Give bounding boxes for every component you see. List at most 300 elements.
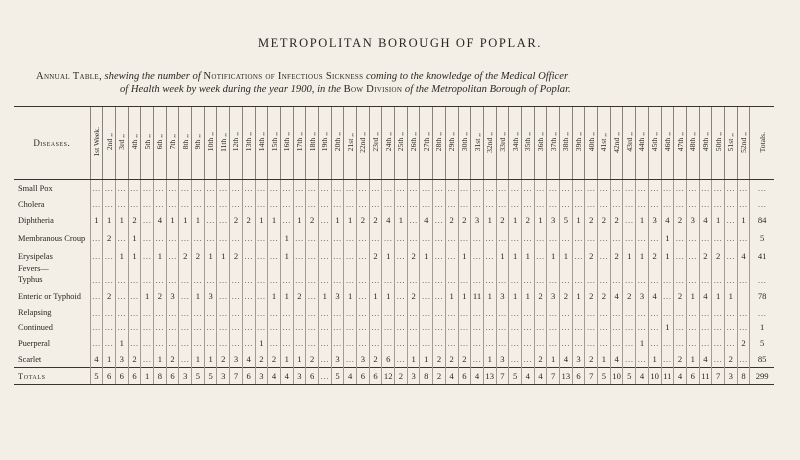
- caption-division: Bow Division: [343, 84, 403, 95]
- week-value: 2: [598, 286, 611, 306]
- week-value: …: [90, 228, 103, 248]
- week-value: …: [661, 351, 674, 368]
- week-value: …: [433, 319, 446, 335]
- week-value: …: [650, 307, 660, 318]
- week-value: …: [447, 274, 457, 285]
- week-value: 1: [547, 351, 560, 368]
- week-value: …: [115, 286, 128, 306]
- week-label: 50th ,,: [713, 132, 723, 152]
- week-value: …: [509, 196, 522, 212]
- week-value: …: [115, 180, 128, 197]
- week-value: …: [420, 286, 433, 306]
- week-value: …: [320, 307, 330, 318]
- week-value: …: [231, 274, 241, 285]
- week-value: …: [179, 286, 192, 306]
- week-value: …: [167, 274, 178, 285]
- week-label: 16th ,,: [282, 132, 292, 152]
- week-value: …: [560, 335, 573, 351]
- week-value: …: [230, 228, 243, 248]
- row-total: …: [750, 306, 774, 319]
- week-value: 1: [560, 248, 573, 264]
- week-value: …: [344, 351, 357, 368]
- week-value: …: [282, 274, 292, 285]
- header-week-28: [433, 107, 446, 180]
- week-value: 1: [154, 248, 167, 264]
- week-value: 4: [737, 248, 750, 264]
- week-value: 1: [154, 351, 167, 368]
- week-value: …: [306, 248, 319, 264]
- week-value: …: [471, 180, 484, 197]
- totals-label: Totals.: [757, 131, 767, 153]
- week-value: 7: [712, 368, 725, 385]
- week-value: …: [686, 335, 699, 351]
- week-value: 6: [306, 368, 319, 385]
- week-value: …: [699, 180, 712, 197]
- week-value: …: [726, 307, 736, 318]
- week-value: [128, 264, 141, 273]
- week-value: …: [598, 196, 611, 212]
- week-value: 1: [204, 351, 217, 368]
- header-week-20: [331, 107, 344, 180]
- week-value: 6: [686, 368, 699, 385]
- week-value: …: [370, 274, 381, 285]
- week-value: …: [585, 180, 598, 197]
- week-value: …: [483, 228, 496, 248]
- week-value: …: [547, 228, 560, 248]
- week-value: …: [306, 335, 319, 351]
- week-label: 12th ,,: [231, 132, 241, 152]
- week-value: 1: [572, 286, 585, 306]
- row-total: 5: [750, 335, 774, 351]
- week-value: [521, 264, 534, 273]
- week-value: 3: [331, 286, 344, 306]
- header-week-9: [192, 107, 205, 180]
- week-value: …: [724, 212, 737, 228]
- week-value: 5: [204, 368, 217, 385]
- week-value: …: [509, 335, 522, 351]
- week-value: …: [331, 196, 344, 212]
- week-value: [686, 264, 699, 273]
- week-value: 1: [661, 248, 674, 264]
- week-value: 2: [230, 248, 243, 264]
- week-value: 1: [192, 286, 205, 306]
- row-total: 299: [750, 368, 774, 385]
- table-row: [14, 286, 774, 306]
- week-value: [699, 264, 712, 273]
- week-value: 1: [280, 248, 293, 264]
- header-week-52: [737, 107, 750, 180]
- week-value: [90, 264, 103, 273]
- week-value: …: [369, 319, 382, 335]
- week-value: …: [585, 196, 598, 212]
- week-value: …: [535, 307, 546, 318]
- week-value: …: [306, 319, 319, 335]
- week-value: …: [433, 286, 446, 306]
- week-value: 3: [471, 212, 484, 228]
- week-label: 7th ,,: [168, 134, 178, 150]
- week-value: 2: [534, 351, 547, 368]
- week-value: 13: [483, 368, 496, 385]
- week-value: [636, 264, 649, 273]
- week-value: 1: [255, 212, 268, 228]
- week-value: 5: [623, 368, 636, 385]
- week-value: …: [293, 335, 306, 351]
- week-value: [572, 264, 585, 273]
- week-value: …: [485, 274, 495, 285]
- week-value: 1: [331, 212, 344, 228]
- week-value: …: [521, 196, 534, 212]
- week-value: 4: [420, 212, 433, 228]
- week-value: 8: [420, 368, 433, 385]
- week-value: [534, 264, 547, 273]
- week-value: 2: [166, 351, 179, 368]
- week-value: …: [572, 180, 585, 197]
- week-value: 3: [331, 351, 344, 368]
- week-value: 2: [598, 212, 611, 228]
- week-value: …: [623, 335, 636, 351]
- week-value: …: [496, 335, 509, 351]
- week-value: …: [534, 180, 547, 197]
- week-value: …: [458, 335, 471, 351]
- caption-part2: coming to the knowledge of the Medical Officer: [363, 71, 569, 82]
- week-value: …: [204, 196, 217, 212]
- table-row: [14, 368, 774, 385]
- week-label: 30th ,,: [459, 132, 469, 152]
- week-value: …: [598, 335, 611, 351]
- week-value: …: [141, 180, 154, 197]
- week-value: …: [420, 196, 433, 212]
- week-value: …: [472, 307, 482, 318]
- week-label: 47th ,,: [675, 132, 685, 152]
- week-value: …: [445, 228, 458, 248]
- week-value: …: [357, 319, 370, 335]
- week-value: …: [129, 307, 140, 318]
- week-value: 3: [407, 368, 420, 385]
- week-value: …: [420, 319, 433, 335]
- week-value: …: [724, 248, 737, 264]
- week-value: 2: [623, 286, 636, 306]
- week-value: …: [561, 274, 571, 285]
- week-value: …: [242, 335, 255, 351]
- week-value: …: [166, 180, 179, 197]
- week-value: …: [307, 307, 317, 318]
- week-value: [217, 264, 230, 273]
- header-week-22: [357, 107, 370, 180]
- week-label: 4th ,,: [129, 134, 139, 150]
- week-value: 1: [318, 286, 331, 306]
- week-value: 7: [585, 368, 598, 385]
- week-value: …: [471, 228, 484, 248]
- week-value: [445, 264, 458, 273]
- week-value: …: [230, 286, 243, 306]
- header-week-44: [636, 107, 649, 180]
- week-value: …: [523, 307, 533, 318]
- week-value: …: [521, 180, 534, 197]
- week-value: …: [599, 274, 609, 285]
- week-value: 1: [483, 212, 496, 228]
- week-value: …: [661, 335, 674, 351]
- week-value: …: [471, 319, 484, 335]
- week-value: …: [382, 319, 395, 335]
- week-value: …: [293, 228, 306, 248]
- header-week-19: [318, 107, 331, 180]
- week-value: …: [433, 228, 446, 248]
- week-value: 5: [509, 368, 522, 385]
- week-value: …: [318, 180, 331, 197]
- week-value: 4: [610, 351, 623, 368]
- week-value: …: [483, 196, 496, 212]
- week-value: …: [534, 248, 547, 264]
- week-label: 42nd ,,: [612, 131, 622, 153]
- week-value: …: [458, 180, 471, 197]
- week-value: [306, 264, 319, 273]
- week-label: 1st Week.: [91, 127, 101, 157]
- week-value: …: [485, 307, 495, 318]
- week-value: …: [179, 335, 192, 351]
- week-value: …: [674, 335, 687, 351]
- disease-name: Cholera: [18, 199, 45, 209]
- week-value: …: [497, 307, 507, 318]
- week-value: 11: [699, 368, 712, 385]
- week-value: 6: [128, 368, 141, 385]
- week-value: 1: [395, 212, 408, 228]
- week-value: …: [496, 180, 509, 197]
- week-value: 3: [255, 368, 268, 385]
- week-value: [331, 264, 344, 273]
- week-value: …: [217, 335, 230, 351]
- week-value: …: [294, 274, 304, 285]
- week-value: 2: [369, 212, 382, 228]
- week-value: …: [585, 228, 598, 248]
- week-value: 2: [179, 248, 192, 264]
- week-value: …: [141, 351, 154, 368]
- week-value: 3: [648, 212, 661, 228]
- week-value: [407, 264, 420, 273]
- week-value: …: [420, 335, 433, 351]
- week-value: …: [306, 196, 319, 212]
- week-value: 2: [154, 286, 167, 306]
- week-label: 29th ,,: [447, 132, 457, 152]
- week-value: …: [713, 274, 723, 285]
- week-label: 34th ,,: [510, 132, 520, 152]
- week-value: 3: [686, 212, 699, 228]
- week-value: …: [155, 274, 165, 285]
- week-value: 4: [154, 212, 167, 228]
- week-value: …: [103, 180, 116, 197]
- week-value: …: [331, 319, 344, 335]
- week-label: 21st ,,: [345, 132, 355, 152]
- week-value: …: [421, 274, 431, 285]
- week-value: …: [623, 212, 636, 228]
- week-value: 2: [585, 248, 598, 264]
- table-row: [14, 319, 774, 335]
- table-caption: [36, 70, 766, 96]
- week-value: 2: [648, 248, 661, 264]
- week-value: …: [407, 196, 420, 212]
- week-value: …: [179, 228, 192, 248]
- week-value: …: [636, 228, 649, 248]
- week-value: …: [560, 228, 573, 248]
- header-week-31: [471, 107, 484, 180]
- week-value: …: [737, 351, 750, 368]
- week-value: …: [409, 307, 419, 318]
- week-value: …: [661, 286, 674, 306]
- week-value: 1: [103, 351, 116, 368]
- row-total: …: [750, 273, 774, 286]
- week-value: 3: [166, 286, 179, 306]
- week-value: 4: [268, 368, 281, 385]
- week-label: 46th ,,: [662, 132, 672, 152]
- week-value: …: [204, 180, 217, 197]
- week-value: …: [650, 274, 660, 285]
- week-value: 2: [433, 368, 446, 385]
- week-value: …: [598, 228, 611, 248]
- week-label: 22nd ,,: [358, 131, 368, 153]
- week-value: …: [206, 307, 216, 318]
- week-value: …: [280, 212, 293, 228]
- week-value: …: [534, 196, 547, 212]
- disease-name: Diphtheria: [18, 215, 54, 225]
- week-value: …: [509, 319, 522, 335]
- week-value: [268, 264, 281, 273]
- week-value: …: [496, 319, 509, 335]
- week-value: …: [242, 196, 255, 212]
- week-value: 1: [204, 248, 217, 264]
- week-value: …: [269, 274, 279, 285]
- header-week-16: [280, 107, 293, 180]
- week-value: …: [358, 274, 368, 285]
- week-value: …: [218, 274, 228, 285]
- week-value: …: [636, 196, 649, 212]
- week-value: …: [193, 274, 203, 285]
- week-value: …: [154, 335, 167, 351]
- week-value: …: [572, 248, 585, 264]
- week-value: …: [344, 228, 357, 248]
- week-label: 15th ,,: [269, 132, 279, 152]
- week-value: …: [395, 319, 408, 335]
- week-value: …: [738, 274, 749, 285]
- week-value: [280, 264, 293, 273]
- week-value: …: [396, 274, 406, 285]
- week-value: [179, 264, 192, 273]
- week-value: 2: [306, 351, 319, 368]
- week-value: …: [686, 180, 699, 197]
- week-value: …: [623, 351, 636, 368]
- week-value: …: [662, 274, 672, 285]
- week-value: 2: [560, 286, 573, 306]
- week-value: …: [610, 335, 623, 351]
- week-value: …: [344, 248, 357, 264]
- week-value: 2: [255, 351, 268, 368]
- week-value: 1: [572, 212, 585, 228]
- week-value: …: [674, 196, 687, 212]
- week-value: 1: [369, 286, 382, 306]
- row-total: [750, 264, 774, 273]
- week-value: …: [268, 228, 281, 248]
- week-value: 11: [661, 368, 674, 385]
- week-value: …: [459, 307, 469, 318]
- week-value: …: [547, 319, 560, 335]
- week-value: …: [648, 335, 661, 351]
- week-value: …: [166, 319, 179, 335]
- week-value: 6: [103, 368, 116, 385]
- week-value: …: [686, 196, 699, 212]
- week-label: 3rd ,,: [117, 134, 127, 150]
- week-value: …: [91, 307, 101, 318]
- week-value: 1: [661, 228, 674, 248]
- table-row: [14, 273, 774, 286]
- week-value: 2: [585, 286, 598, 306]
- week-value: [230, 264, 243, 273]
- week-value: 3: [547, 286, 560, 306]
- header-week-11: [217, 107, 230, 180]
- week-value: …: [179, 351, 192, 368]
- week-value: …: [686, 319, 699, 335]
- week-value: 2: [293, 286, 306, 306]
- week-value: …: [115, 228, 128, 248]
- week-value: 2: [230, 212, 243, 228]
- week-value: 12: [382, 368, 395, 385]
- week-value: …: [331, 248, 344, 264]
- header-row: [14, 107, 774, 180]
- week-value: …: [217, 212, 230, 228]
- header-week-39: [572, 107, 585, 180]
- week-value: [674, 264, 687, 273]
- week-value: …: [712, 335, 725, 351]
- week-value: 6: [369, 368, 382, 385]
- week-value: …: [204, 228, 217, 248]
- disease-name: Typhus: [18, 275, 43, 284]
- header-week-46: [661, 107, 674, 180]
- week-value: 1: [166, 212, 179, 228]
- week-value: 6: [115, 368, 128, 385]
- header-diseases: Diseases.: [14, 107, 90, 180]
- week-value: 2: [369, 248, 382, 264]
- week-value: 1: [686, 351, 699, 368]
- week-value: 2: [534, 286, 547, 306]
- week-value: …: [483, 335, 496, 351]
- week-value: …: [90, 196, 103, 212]
- week-value: 2: [268, 351, 281, 368]
- week-value: …: [724, 228, 737, 248]
- week-value: …: [90, 286, 103, 306]
- week-value: 6: [357, 368, 370, 385]
- week-value: [661, 264, 674, 273]
- week-label: 26th ,,: [409, 132, 419, 152]
- week-value: …: [688, 274, 698, 285]
- week-value: 2: [521, 212, 534, 228]
- week-label: 8th ,,: [180, 134, 190, 150]
- week-value: …: [307, 274, 317, 285]
- week-value: …: [598, 248, 611, 264]
- week-value: …: [458, 196, 471, 212]
- week-value: …: [636, 319, 649, 335]
- week-value: …: [699, 228, 712, 248]
- week-value: …: [612, 274, 622, 285]
- week-value: 4: [610, 286, 623, 306]
- disease-name: Totals: [14, 368, 90, 385]
- header-week-18: [306, 107, 319, 180]
- week-value: …: [166, 228, 179, 248]
- week-label: 28th ,,: [434, 132, 444, 152]
- disease-name: Enteric or Typhoid: [18, 291, 81, 301]
- week-value: …: [661, 180, 674, 197]
- week-value: 10: [648, 368, 661, 385]
- week-value: 2: [306, 212, 319, 228]
- week-value: …: [357, 286, 370, 306]
- week-value: …: [674, 228, 687, 248]
- header-week-36: [534, 107, 547, 180]
